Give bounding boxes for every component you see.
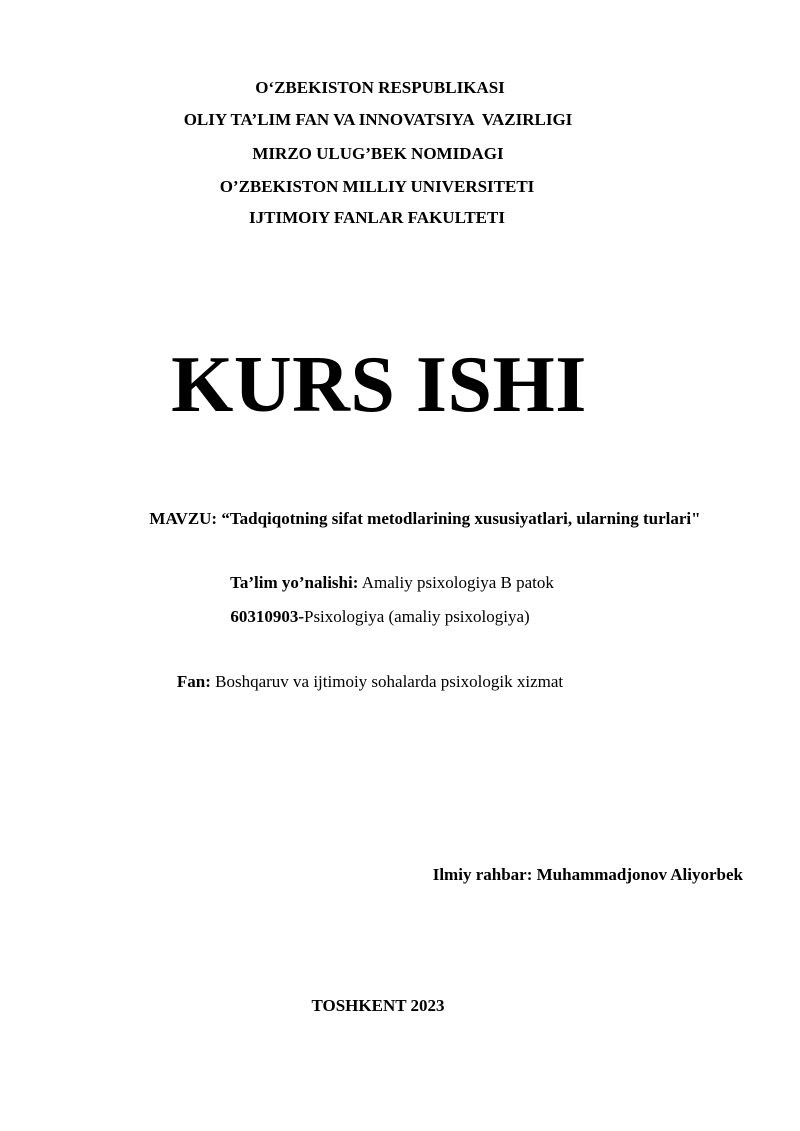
direction-value: Amaliy psixologiya B patok: [361, 573, 554, 592]
subject-value: Boshqaruv va ijtimoiy sohalarda psixologik xizmat: [215, 672, 564, 691]
supervisor-line: [433, 866, 743, 883]
header-country: O‘ZBEKISTON RESPUBLIKASI: [255, 78, 505, 97]
supervisor-name: Muhammadjonov Aliyorbek: [536, 865, 743, 884]
document-title: KURS ISHI: [171, 341, 587, 429]
header-ministry: OLIY TA’LIM FAN VA INNOVATSIYA VAZIRLIGI: [183, 110, 573, 129]
specialty-value: Psixologiya (amaliy psixologiya): [303, 607, 530, 626]
direction-label: Ta’lim yo’nalishi:: [230, 573, 359, 592]
topic-text: “Tadqiqotning sifat metodlarining xususiyatlari, ularning turlari": [221, 509, 701, 528]
supervisor-label: Ilmiy rahbar:: [432, 865, 533, 884]
topic-label: MAVZU:: [149, 509, 218, 528]
direction-line: [0, 574, 792, 591]
topic-line: [25, 510, 800, 527]
header-university: O’ZBEKISTON MILLIY UNIVERSITETI: [219, 177, 535, 196]
footer-city-year: TOSHKENT 2023: [311, 996, 445, 1015]
header-named-after: MIRZO ULUG’BEK NOMIDAGI: [252, 144, 504, 163]
subject-line: [0, 673, 770, 690]
header-faculty: IJTIMOIY FANLAR FAKULTETI: [249, 208, 505, 227]
specialty-code: 60310903-: [230, 607, 304, 626]
subject-label: Fan:: [176, 672, 211, 691]
specialty-line: [0, 608, 780, 625]
